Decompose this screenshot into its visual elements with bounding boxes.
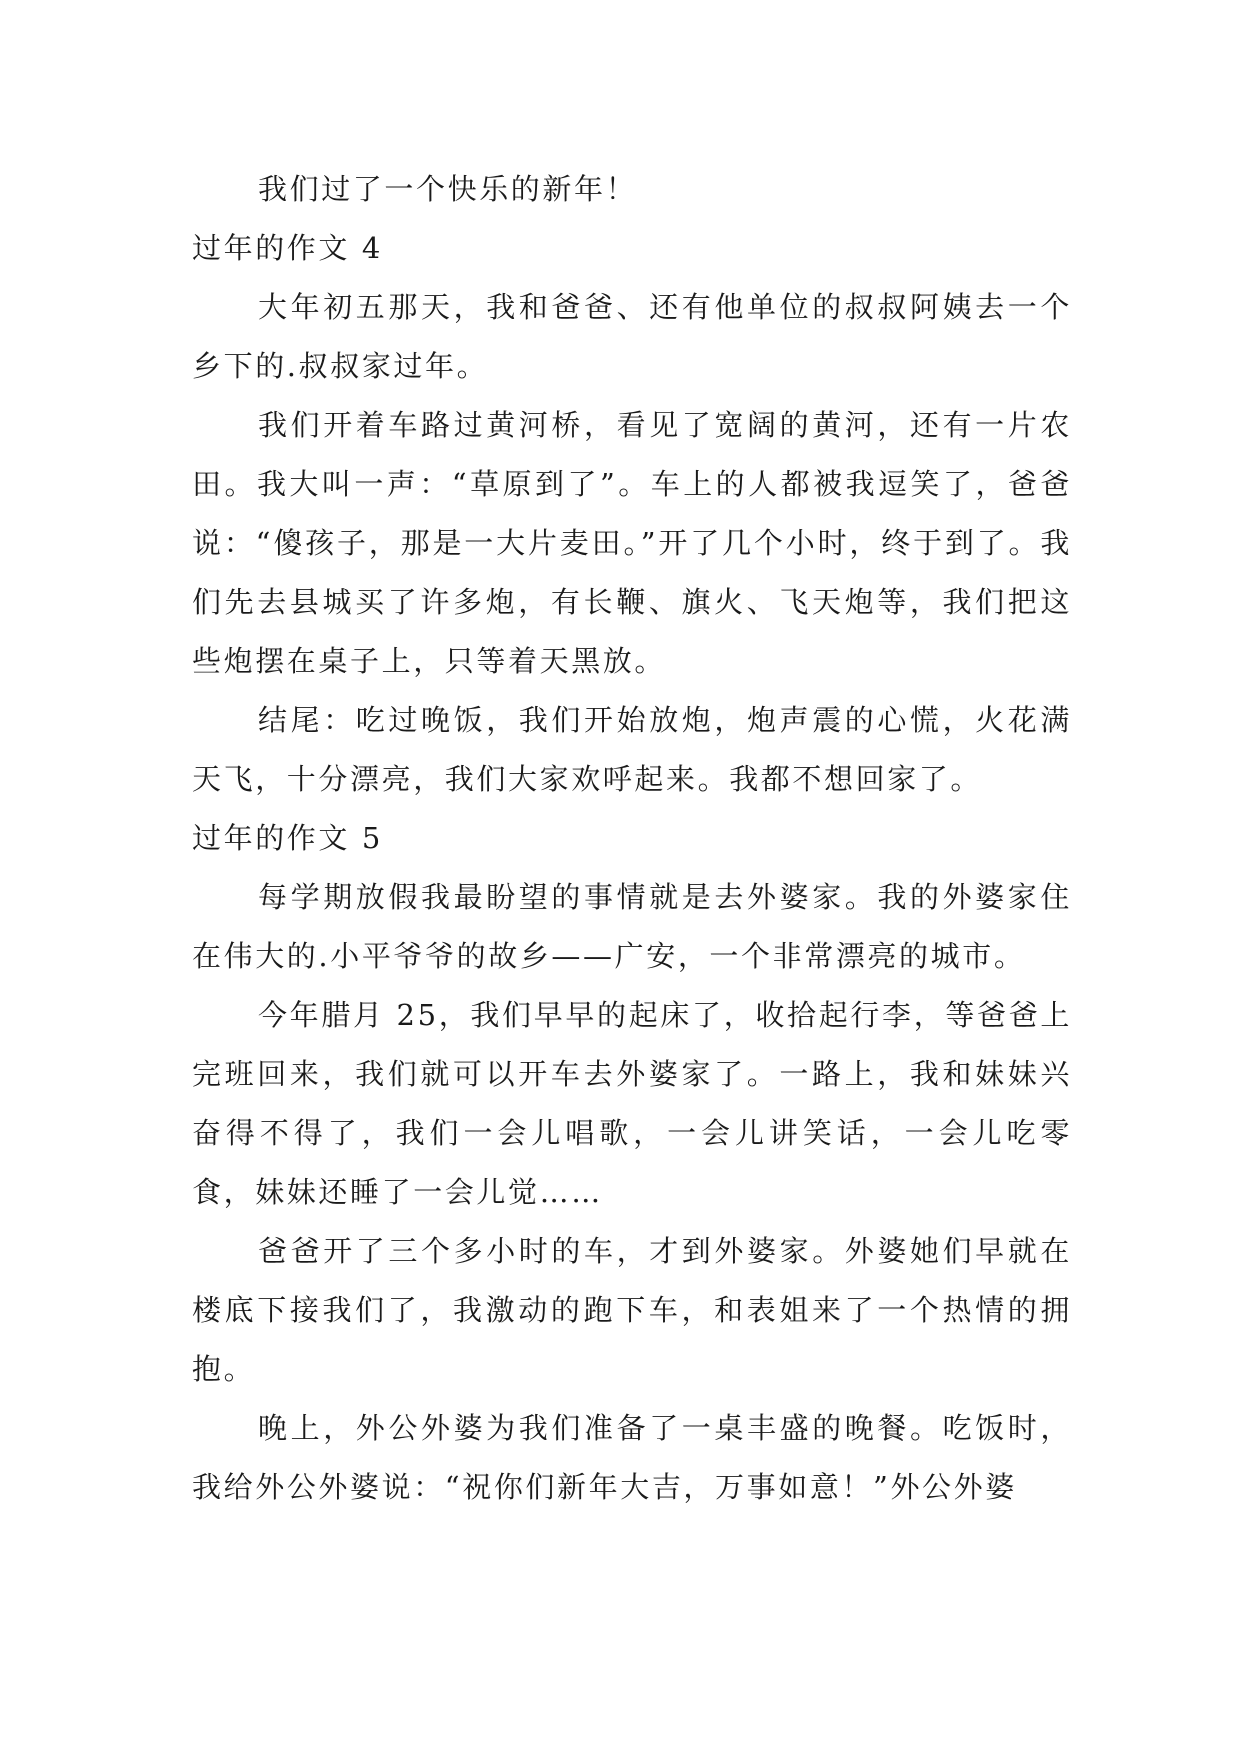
paragraph-dinner: 晚上，外公外婆为我们准备了一桌丰盛的晚餐。吃饭时，我给外公外婆说：“祝你们新年大吉，万事如意！”外公外婆: [192, 1411, 1072, 1504]
essay-heading-5: 过年的作文 5: [192, 821, 383, 855]
paragraph-ending: 结尾：吃过晚饭，我们开始放炮，炮声震的心慌，火花满天飞，十分漂亮，我们大家欢呼起来。我都不想回家了。: [192, 703, 1072, 796]
paragraph-departure: 今年腊月 25，我们早早的起床了，收拾起行李，等爸爸上完班回来，我们就可以开车去外婆家了。一路上，我和妹妹兴奋得不得了，我们一会儿唱歌，一会儿讲笑话，一会儿吃零食，妹妹还睡了一会儿觉……: [192, 998, 1072, 1209]
paragraph-yellow-river: 我们开着车路过黄河桥，看见了宽阔的黄河，还有一片农田。我大叫一声：“草原到了”。车上的人都被我逗笑了，爸爸说：“傻孩子，那是一大片麦田。”开了几个小时，终于到了。我们先去县城买了许多炮，有长鞭、旗火、飞天炮等，我们把这些炮摆在桌子上，只等着天黑放。: [192, 408, 1072, 678]
paragraph-fifth-day: 大年初五那天，我和爸爸、还有他单位的叔叔阿姨去一个乡下的.叔叔家过年。: [192, 290, 1072, 383]
essay-heading-4: 过年的作文 4: [192, 231, 383, 265]
paragraph-grandma-home: 每学期放假我最盼望的事情就是去外婆家。我的外婆家住在伟大的.小平爷爷的故乡——广安，一个非常漂亮的城市。: [192, 880, 1072, 973]
paragraph-arrival: 爸爸开了三个多小时的车，才到外婆家。外婆她们早就在楼底下接我们了，我激动的跑下车，和表姐来了一个热情的拥抱。: [192, 1234, 1072, 1386]
paragraph-happy-new-year: 我们过了一个快乐的新年！: [258, 172, 638, 206]
document-body: [192, 160, 1072, 1517]
